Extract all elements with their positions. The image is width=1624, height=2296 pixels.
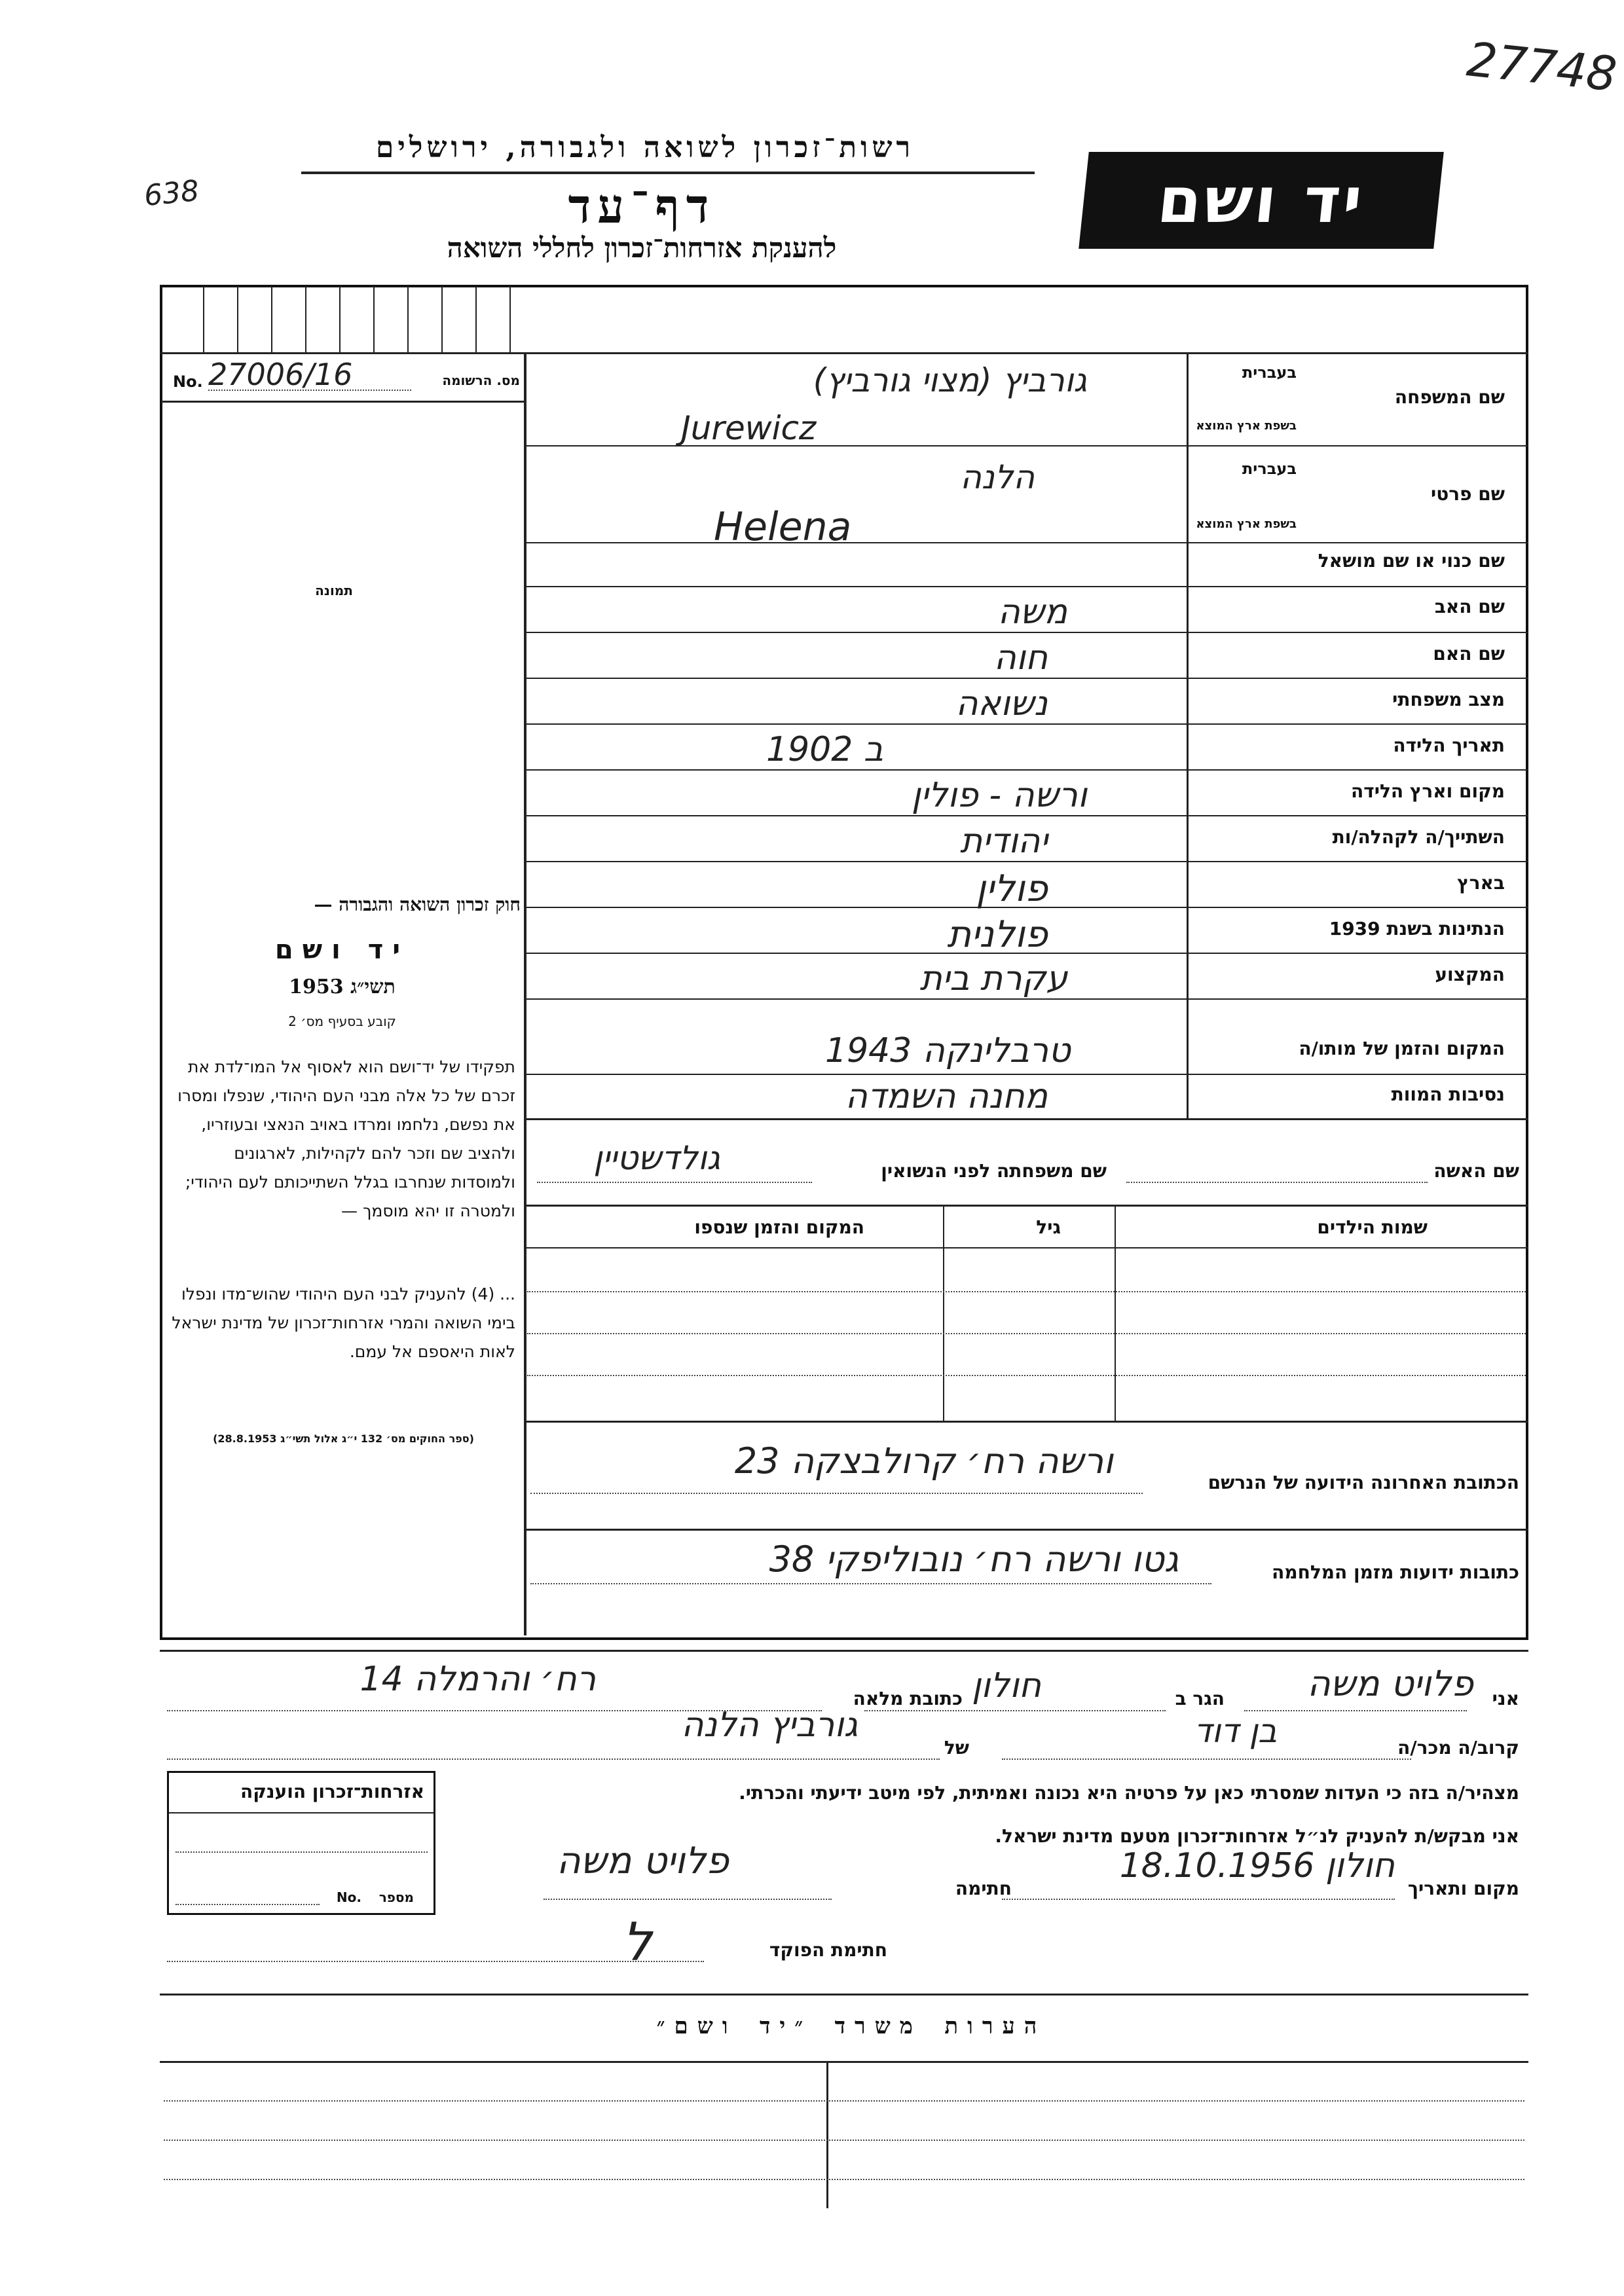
family-name-hebrew-label: בעברית — [1242, 363, 1297, 382]
registration-divider — [161, 401, 524, 403]
country-label: בארץ — [1457, 872, 1505, 894]
first-name-label: שם פרטי — [1430, 483, 1505, 505]
children-age-header: גיל — [1036, 1216, 1061, 1238]
last-address-dots — [530, 1493, 1143, 1494]
mother-value[interactable]: חוה — [993, 638, 1048, 678]
top-cell-divider — [203, 286, 204, 352]
authority-underline — [301, 172, 1035, 174]
full-address-value[interactable]: רח׳ והרמלה 14 — [360, 1660, 596, 1699]
row-line — [524, 1118, 1528, 1120]
spouse-divider — [524, 1205, 1528, 1207]
father-value[interactable]: משה — [997, 592, 1067, 632]
notes-title: הערות משרד ״יד ושם״ — [656, 2013, 1046, 2039]
registration-label: מס. הרשומה — [442, 373, 520, 388]
children-col-divider — [1115, 1205, 1116, 1421]
resides-dots — [864, 1710, 1166, 1711]
signature-dots — [544, 1899, 832, 1900]
relative-of-label: של — [944, 1737, 969, 1758]
family-name-hebrew-value[interactable]: גורביץ (מצוי גורביץ) — [813, 361, 1087, 399]
notes-top-line — [160, 1994, 1528, 1995]
registration-no-label: No. — [173, 373, 203, 391]
row-line — [524, 445, 1528, 446]
children-header-line — [524, 1247, 1528, 1248]
declarant-signature[interactable]: פלויט משה — [557, 1840, 729, 1882]
children-row-line — [527, 1291, 1526, 1292]
maiden-name-value[interactable]: גולדשטיין — [593, 1139, 720, 1177]
request-text: אני מבקש/ת להעניק לנ״ל אזרחות־זכרון מטעם מדינת ישראל. — [995, 1825, 1519, 1847]
row-line — [524, 861, 1528, 862]
children-bottom-line — [524, 1421, 1528, 1423]
margin-note: 638 — [142, 173, 201, 213]
war-address-dots — [530, 1583, 1211, 1584]
law-name: יד ושם — [274, 935, 410, 965]
top-cell-divider — [339, 286, 341, 352]
notes-row-line — [164, 2100, 1524, 2102]
law-clause: קובע בסעיף מס׳ 2 — [288, 1013, 396, 1029]
birth-date-label: תאריך הלידה — [1393, 735, 1505, 756]
resides-label: הגר ב — [1175, 1688, 1225, 1709]
first-name-local-label: בשפת ארץ המוצא — [1196, 517, 1297, 531]
children-row-line — [527, 1375, 1526, 1376]
father-label: שם האב — [1434, 596, 1505, 617]
community-value[interactable]: יהודית — [960, 822, 1048, 861]
children-row-line — [527, 1333, 1526, 1334]
declaration-top-line — [160, 1650, 1528, 1652]
marital-value[interactable]: נשואה — [955, 684, 1048, 723]
row-line — [524, 815, 1528, 816]
left-column-divider — [524, 352, 526, 1635]
place-date-dots — [1002, 1899, 1395, 1900]
children-col-divider — [943, 1205, 944, 1421]
notes-col-divider — [826, 2061, 828, 2208]
form-title: דף־עד — [568, 178, 716, 234]
wife-name-label: שם האשה — [1433, 1160, 1519, 1182]
nickname-label: שם כנוי או שם מושאל — [1318, 550, 1505, 572]
law-paragraph-1: תפקידו של יד־ושם הוא לאסוף אל המו־לדת את זכרם של כל אלה מבני העם היהודי, שנפלו ומסרו את נפשם, נלחמו ומרדו באויב הנאצי ובעוזריו, ולהציב שם וזכר להם לקהילות, לארגונים ולמוסדות שנחרבו בגלל השתייכותם לעם היהודי; ולמטרה זו יהא מוסמך — — [177, 1057, 515, 1220]
relative-of-dots — [167, 1758, 940, 1760]
top-cell-divider — [475, 286, 477, 352]
citizenship-number-dots — [175, 1904, 320, 1905]
notes-row-line — [164, 2179, 1524, 2180]
first-name-hebrew-label: בעברית — [1242, 460, 1297, 478]
relative-dots — [1002, 1758, 1411, 1760]
war-address-value[interactable]: גטו ורשה רח׳ נובוליפקי 38 — [769, 1539, 1179, 1580]
top-strip-divider — [160, 352, 1528, 354]
marital-label: מצב משפחתי — [1392, 689, 1505, 710]
death-place-value[interactable]: 1943 טרבלינקה — [825, 1031, 1071, 1070]
law-paragraph-2: ... (4) להעניק לבני העם היהודי שהוש־מדו ונפלו בימי השואה והמרי אזרחות־זכרון של מדינת ישראל לאות היאספם אל עמם. — [172, 1285, 515, 1361]
relative-label: קרוב/ה מכר/ה — [1397, 1737, 1519, 1758]
resides-value[interactable]: חולון — [971, 1666, 1041, 1705]
place-date-label: מקום ותאריך — [1407, 1878, 1519, 1899]
logo-text: יד ושם — [1154, 164, 1369, 237]
row-line — [524, 998, 1528, 1000]
citizenship-granted-title: אזרחות־זכרון הוענקה — [240, 1781, 424, 1802]
row-line — [524, 678, 1528, 679]
registration-dots — [208, 390, 411, 391]
first-name-local-value[interactable]: Helena — [714, 504, 852, 550]
row-line — [524, 769, 1528, 771]
registration-row — [169, 357, 523, 396]
top-cell-divider — [509, 286, 511, 352]
notes-title-line — [160, 2061, 1528, 2063]
law-reference: (ספר החוקים מס׳ 132 י״ג אלול תשי״ג 28.8.1953) — [213, 1432, 474, 1445]
authority-name: רשות־זכרון לשואה ולגבורה, ירושלים — [375, 131, 915, 164]
top-cell-divider — [237, 286, 238, 352]
relative-of-value[interactable]: גורביץ הלנה — [681, 1705, 858, 1745]
birth-place-value[interactable]: ורשה - פולין — [911, 776, 1087, 815]
family-name-label: שם המשפחה — [1394, 386, 1505, 408]
registration-number[interactable]: 27006/16 — [208, 357, 353, 392]
official-signature[interactable]: ל — [622, 1912, 652, 1973]
citizenship-box-dots — [175, 1851, 428, 1853]
top-cell-divider — [305, 286, 306, 352]
birth-place-label: מקום וארץ הלידה — [1351, 780, 1505, 802]
top-cell-divider — [271, 286, 272, 352]
children-place-header: המקום והזמן שנספו — [694, 1216, 864, 1238]
war-address-label: כתובות ידועות מזמן המלחמה — [1272, 1561, 1519, 1583]
law-title: חוק זכרון השואה והגבורה — — [314, 894, 521, 915]
place-date-value[interactable]: חולון 18.10.1956 — [1119, 1846, 1395, 1886]
row-line — [524, 1074, 1528, 1075]
citizenship-no-label: No. — [336, 1889, 361, 1905]
label-column-divider — [1187, 352, 1189, 1118]
last-address-label: הכתובת האחרונה הידועה של הנרשם — [1208, 1472, 1519, 1493]
stamp-number: 27748 — [1464, 31, 1619, 102]
top-cell-divider — [441, 286, 443, 352]
signature-label: חתימה — [955, 1878, 1012, 1899]
family-name-local-value[interactable]: Jurewicz — [681, 409, 817, 447]
row-line — [524, 632, 1528, 633]
first-name-hebrew-value[interactable]: הלנה — [960, 458, 1035, 496]
law-year: תשי״ג 1953 — [289, 975, 396, 998]
maiden-name-dots — [537, 1182, 812, 1183]
official-signature-label: חתימת הפוקד — [769, 1939, 887, 1961]
declaration-text: מצהיר/ה בזה כי העדות שמסרתי כאן על פרטיה היא נכונה ואמיתית, לפי מיטב ידיעתי והכרתי. — [739, 1782, 1519, 1804]
citizenship-1939-value[interactable]: פולנית — [947, 913, 1048, 956]
death-place-label: המקום והזמן של מותו/ה — [1299, 1038, 1505, 1059]
full-address-label: כתובת מלאה — [853, 1688, 963, 1709]
death-circumstances-label: נסיבות המוות — [1391, 1084, 1505, 1105]
yad-vashem-logo — [1079, 152, 1444, 249]
citizenship-1939-label: הנתינות בשנת 1939 — [1329, 918, 1505, 939]
citizenship-granted-box — [167, 1771, 435, 1915]
notes-row-line — [164, 2140, 1524, 2141]
citizenship-box-line — [169, 1812, 434, 1813]
row-line — [524, 542, 1528, 543]
community-label: השתייך/ה לקהלה/ות — [1332, 826, 1505, 848]
top-cell-divider — [407, 286, 409, 352]
photo-label: תמונה — [315, 583, 353, 598]
top-cell-divider — [373, 286, 375, 352]
country-value[interactable]: פולין — [976, 867, 1048, 910]
last-address-value[interactable]: ורשה רח׳ קרולבצקה 23 — [734, 1440, 1113, 1482]
relative-value[interactable]: בן דוד — [1194, 1712, 1277, 1750]
family-name-local-label: בשפת ארץ המוצא — [1196, 419, 1297, 433]
row-line — [524, 723, 1528, 725]
row-line — [524, 586, 1528, 587]
declarant-i-label: אני — [1492, 1688, 1519, 1709]
wife-name-dots — [1126, 1182, 1428, 1183]
declarant-name-value[interactable]: פלויט משה — [1307, 1663, 1473, 1704]
form-subtitle: להענקת אזרחות־זכרון לחללי השואה — [447, 232, 837, 264]
declarant-i-dots — [1244, 1710, 1467, 1711]
death-circumstances-value[interactable]: מחנה השמדה — [845, 1077, 1048, 1116]
citizenship-number-label: מספר — [378, 1889, 414, 1905]
address-divider — [524, 1529, 1528, 1531]
maiden-name-label: שם משפחתה לפני הנשואין — [881, 1160, 1107, 1182]
profession-label: המקצוע — [1435, 964, 1505, 985]
birth-date-value[interactable]: ב 1902 — [766, 730, 883, 769]
mother-label: שם האם — [1433, 643, 1505, 665]
profession-value[interactable]: עקרת בית — [919, 959, 1067, 998]
children-names-header: שמות הילדים — [1317, 1216, 1428, 1238]
